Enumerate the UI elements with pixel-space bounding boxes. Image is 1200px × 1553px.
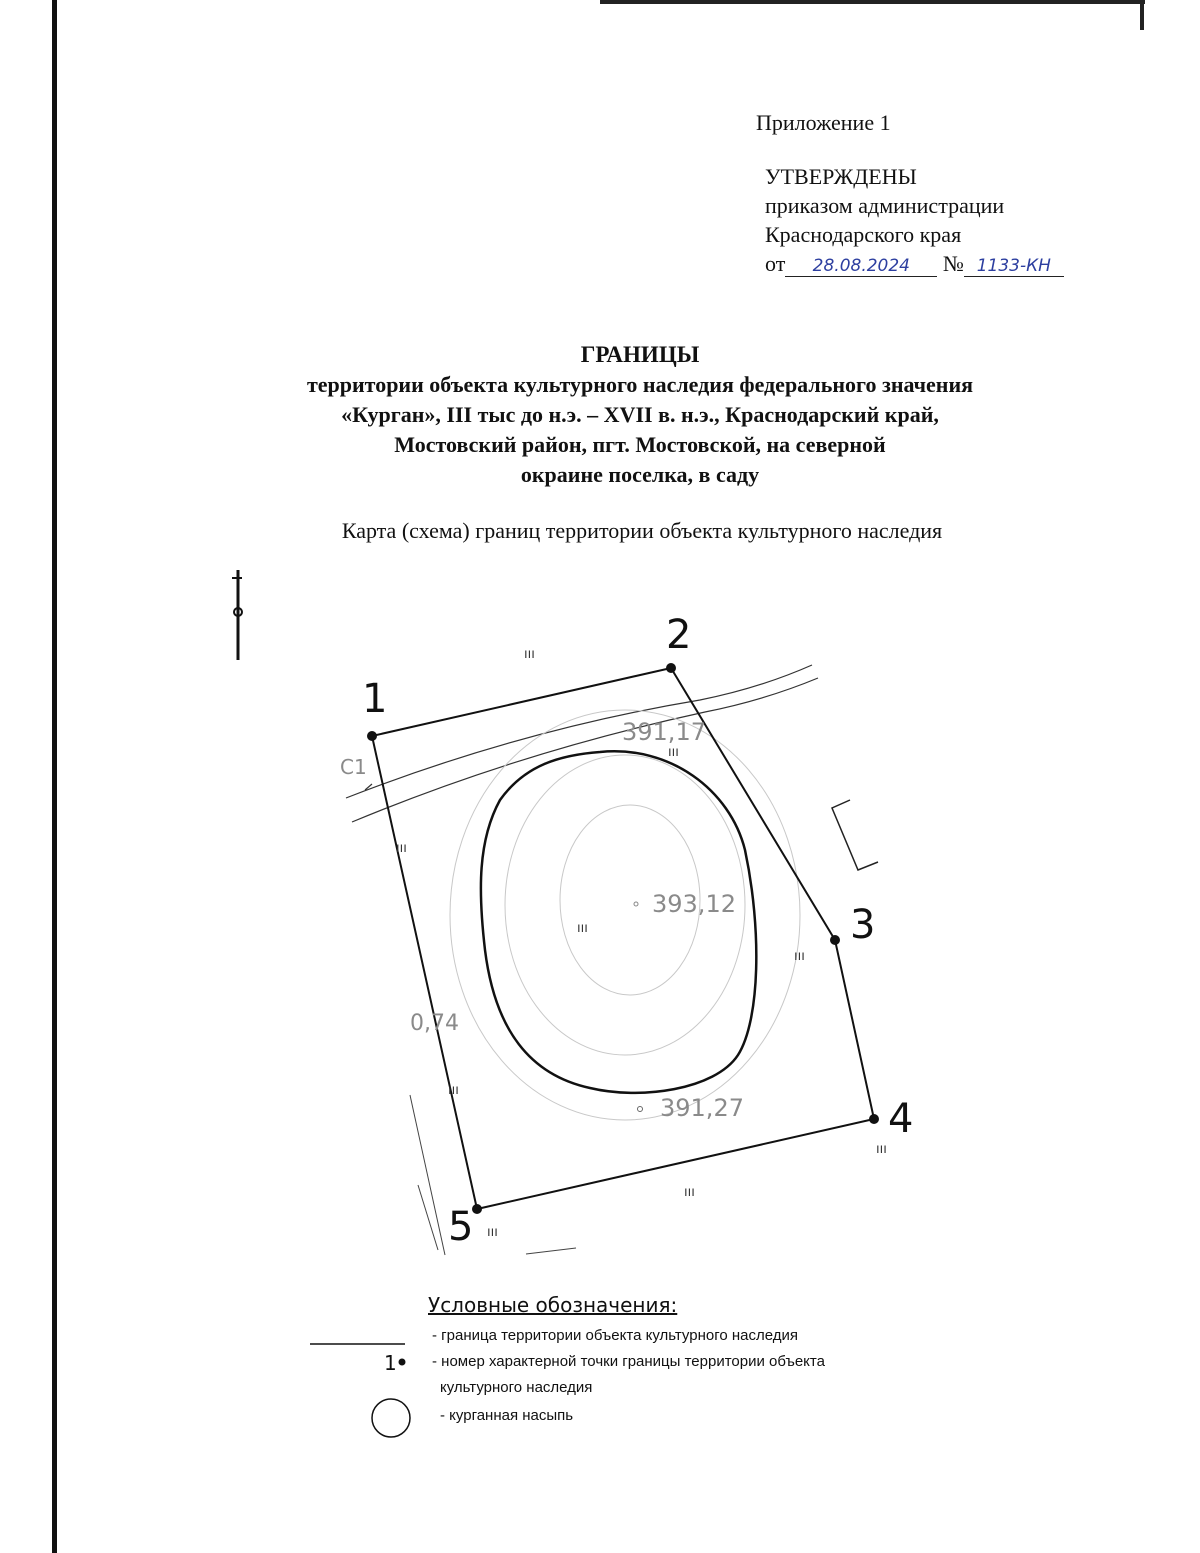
legend-point-dot [399, 1359, 406, 1366]
point-marker-1 [367, 731, 377, 741]
approved-region: Краснодарского края [765, 222, 962, 247]
point-label-4: 4 [888, 1096, 914, 1142]
vegetation-mark: ııı [487, 1225, 498, 1240]
legend-point-text-1: - номер характерной точки границы территории объекта [432, 1353, 825, 1370]
vegetation-mark: ııı [668, 745, 679, 760]
point-label-2: 2 [666, 612, 692, 658]
number-prefix: № [942, 251, 964, 276]
legend-mound-icon [372, 1399, 410, 1437]
contour-lines [450, 710, 800, 1120]
legend-mound-text: - курганная насыпь [440, 1407, 574, 1424]
approval-date: 28.08.2024 [812, 256, 910, 276]
title-line-3: Мостовский район, пгт. Мостовской, на северной [394, 432, 886, 457]
approval-number: 1133-КН [976, 256, 1051, 276]
point-marker-5 [472, 1204, 482, 1214]
vegetation-mark: ııı [448, 1083, 459, 1098]
vegetation-mark: ııı [577, 921, 588, 936]
legend-boundary-text: - граница территории объекта культурного наследия [432, 1327, 799, 1344]
legend-point-number: 1 [384, 1351, 397, 1375]
mound-outline [481, 751, 756, 1093]
title-main: ГРАНИЦЫ [580, 342, 700, 367]
point-marker-2 [666, 663, 676, 673]
vegetation-mark: ııı [794, 949, 805, 964]
title-line-4: окраине поселка, в саду [520, 462, 760, 487]
map-label-c1: С1 [340, 755, 367, 779]
building-outline [832, 800, 878, 870]
vegetation-mark: ııı [396, 841, 407, 856]
approved-heading: УТВЕРЖДЕНЫ [765, 164, 917, 189]
vegetation-mark: ııı [876, 1142, 887, 1157]
map-subtitle: Карта (схема) границ территории объекта культурного наследия [341, 518, 943, 543]
point-marker-4 [869, 1114, 879, 1124]
elevation-391-27: 391,27 [660, 1094, 744, 1122]
point-label-3: 3 [850, 902, 876, 948]
appendix-label: Приложение 1 [756, 110, 891, 135]
legend-title: Условные обозначения: [428, 1293, 678, 1317]
point-label-5: 5 [448, 1204, 474, 1250]
elevation-point [634, 902, 638, 906]
approved-by-order: приказом администрации [765, 193, 1005, 218]
title-line-2: «Курган», III тыс до н.э. – XVII в. н.э., Краснодарский край, [341, 402, 939, 427]
elevation-391-17: 391,17 [622, 718, 706, 746]
elevation-393-12: 393,12 [652, 890, 736, 918]
title-line-1: территории объекта культурного наследия федерального значения [306, 372, 974, 397]
date-prefix: от [765, 251, 786, 276]
vegetation-mark: ııı [684, 1185, 695, 1200]
map-label-074: 0,74 [410, 1011, 459, 1036]
north-arrow-icon [232, 570, 242, 660]
vegetation-mark: ııı [524, 647, 535, 662]
point-marker-3 [830, 935, 840, 945]
point-label-1: 1 [362, 676, 388, 722]
elevation-point [638, 1107, 643, 1112]
legend-point-text-2: культурного наследия [440, 1379, 593, 1396]
